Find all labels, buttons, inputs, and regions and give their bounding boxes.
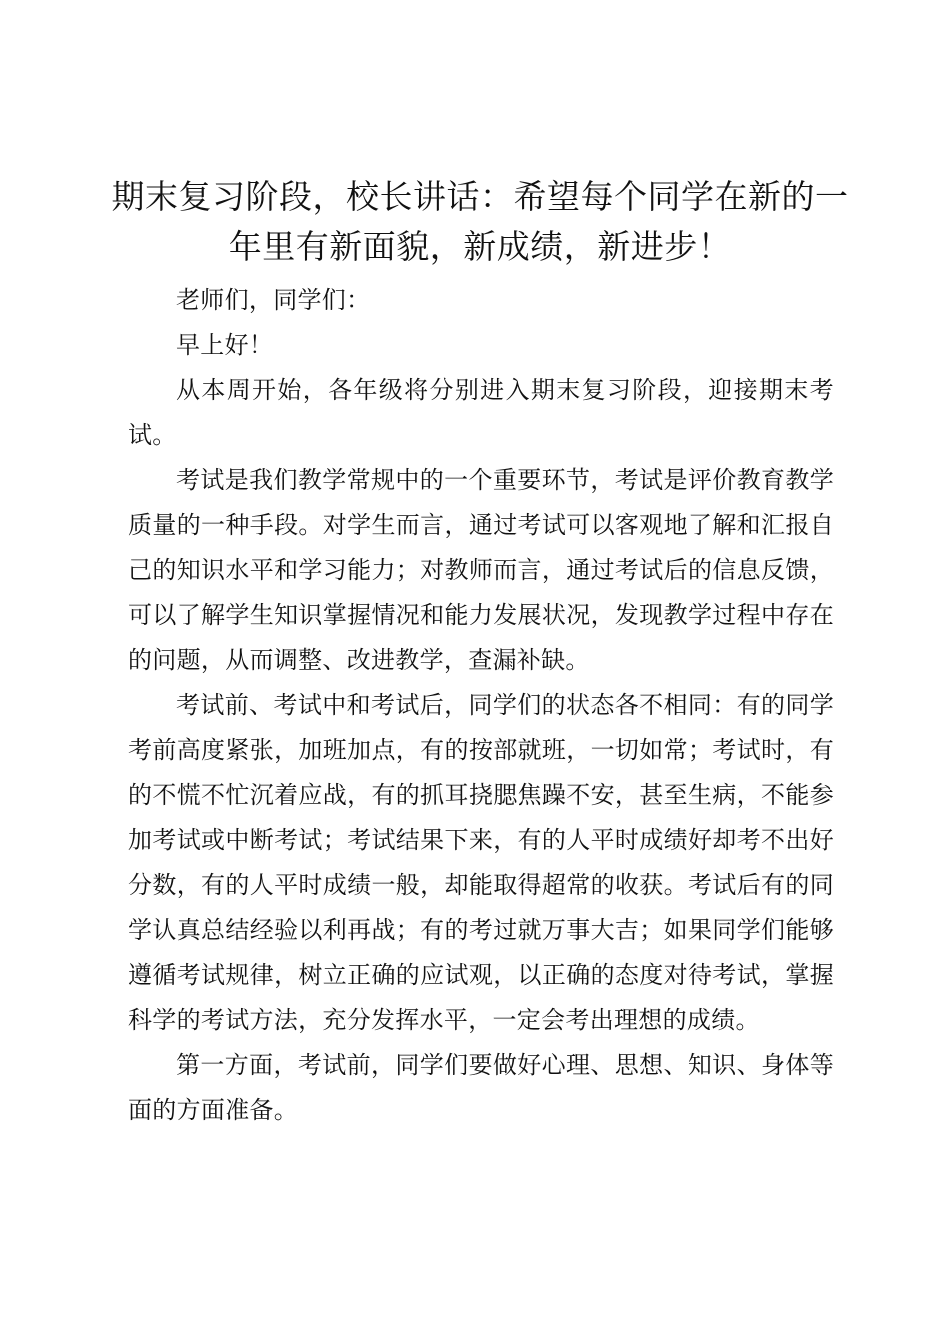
paragraph-exam-states: 考试前、考试中和考试后，同学们的状态各不相同：有的同学考前高度紧张，加班加点，有的按部就班，一切如常；考试时，有的不慌不忙沉着应战，有的抓耳挠腮焦躁不安，甚至生病，不能参加考试或中断考试；考试结果下来，有的人平时成绩好却考不出好分数，有的人平时成绩一般，却能取得超常的收获。考试后有的同学认真总结经验以利再战；有的考过就万事大吉；如果同学们能够遵循考试规律，树立正确的应试观，以正确的态度对待考试，掌握科学的考试方法，充分发挥水平，一定会考出理想的成绩。 xyxy=(128,691,834,1034)
paragraph-exam-importance: 考试是我们教学常规中的一个重要环节，考试是评价教育教学质量的一种手段。对学生而言，通过考试可以客观地了解和汇报自己的知识水平和学习能力；对教师而言，通过考试后的信息反馈，可以了解学生知识掌握情况和能力发展状况，发现教学过程中存在的问题，从而调整、改进教学，查漏补缺。 xyxy=(128,466,834,674)
paragraph-review-start: 从本周开始，各年级将分别进入期末复习阶段，迎接期末考试。 xyxy=(128,376,834,449)
paragraph-greeting-audience: 老师们，同学们： xyxy=(176,286,371,314)
paragraph-greeting-morning: 早上好！ xyxy=(176,331,274,359)
document-title: 期末复习阶段，校长讲话：希望每个同学在新的一年里有新面貌，新成绩，新进步！ xyxy=(111,177,849,266)
document-body xyxy=(128,278,834,1133)
paragraph-first-aspect: 第一方面，考试前，同学们要做好心理、思想、知识、身体等面的方面准备。 xyxy=(128,1051,834,1124)
